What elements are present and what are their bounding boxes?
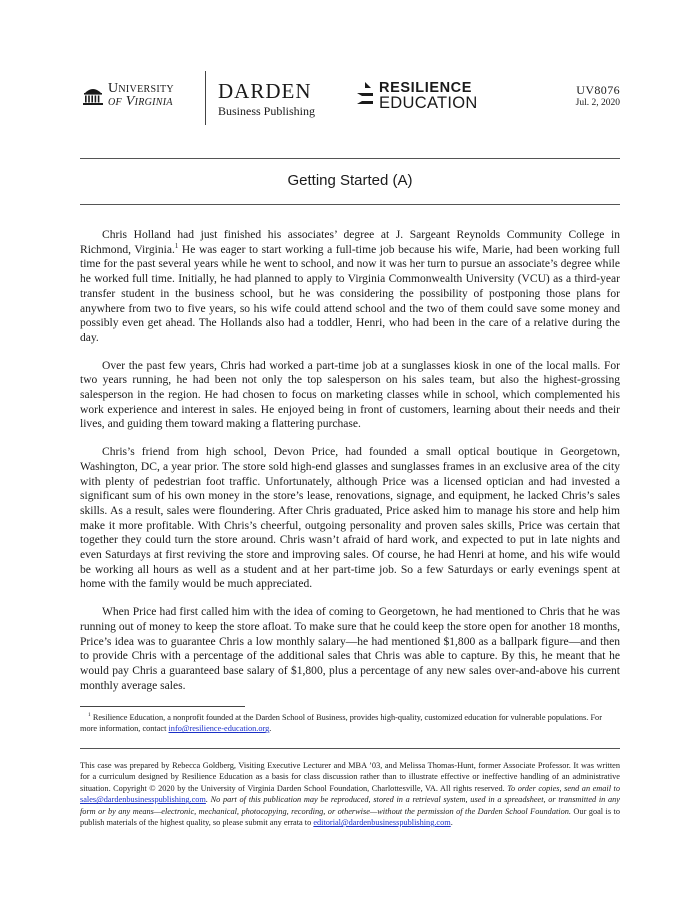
copyright-rule — [80, 748, 620, 749]
paragraph: Chris Holland had just finished his associates’ degree at J. Sargeant Reynolds Community College in Richmond, Virginia.$^1$ He was eager to start working a full-time job because his wife, Marie, had been working full time for the past several years while he went to school, and now it was her turn to pursue an associate’s degree while he worked full time. Initially, he had planned to apply to Virginia Commonwealth University (VCU) as a third-year transfer student in the business school, but he was considering the possibility of postponing those plans for anywhere from two to five years, so his wife could attend school and the two of them could save some money and possibly even get ahead. The Hollands also had a toddler, Henri, who had been in the care of a relative during the day. — [80, 229, 620, 344]
darden-title: DARDEN — [218, 79, 312, 103]
footnote-marker: 1 — [88, 712, 91, 719]
darden-subtitle: Business Publishing — [218, 104, 316, 118]
case-date: Jul. 2, 2020 — [575, 98, 620, 108]
paragraph: When Price had first called him with the idea of coming to Georgetown, he had mentioned to Chris that he was running out of money to keep the store afloat. To make sure that he could keep the store open for another 18 months, Price’s idea was to guarantee Chris a low monthly salary—he had mentioned $1,800 as a ballpark figure—and then to provide Chris with a percentage of the additional sales that Chris was able to capture. By this, he meant that he would pay Chris a guaranteed base salary of $1,800, plus a percentage of any new sales over-and-above his current monthly average sales. — [80, 606, 620, 692]
footnote: $^1$ Resilience Education, a nonprofit founded at the Darden School of Business, provides high-quality, customized education for vulnerable populations. For more information, contact info@resilience-education.org. — [80, 712, 602, 734]
paragraph: Chris’s friend from high school, Devon Price, had founded a small optical boutique in Georgetown, Washington, DC, a year prior. The store sold high-end glasses and sunglasses frames in an exclusive area of the city with plenty of pedestrian foot traffic. Unfortunately, although Price was a licensed optician and had invested a significant sum of his own money in the store’s lease, renovations, signage, and equipment, he lacked Chris’s sales skills. As a result, sales were floundering. After Chris graduated, Price asked him to manage his store and help him make it more profitable. With Chris’s cheerful, outgoing personality and proven sales skills, Price was certain that together they could turn the store around. Chris wasn’t afraid of hard work, and expected to put in late nights and even Saturdays at first reviving the store and improving sales. Of course, he had Henri at home, and his wife would be working all hours as well as a student and at her part-time job. So a few Saturdays or early evenings spent at home with the family would be much appreciated. — [80, 446, 620, 591]
case-identifier — [576, 83, 620, 109]
university-name-line2: of Virginia — [108, 94, 173, 109]
errata-email-link[interactable]: editorial@dardenbusinesspublishing.com — [313, 818, 451, 828]
university-name-line1: University — [108, 81, 174, 96]
resilience-email-link[interactable]: info@resilience-education.org — [168, 724, 270, 734]
footnote-separator — [80, 706, 245, 707]
resilience-mark-icon — [355, 80, 375, 112]
footnote-reference[interactable]: 1 — [174, 241, 179, 250]
resilience-name: RESILIENCE — [379, 80, 473, 96]
title-rule — [80, 204, 620, 205]
case-number: UV8076 — [576, 83, 620, 97]
header-rule — [80, 158, 620, 159]
rotunda-icon — [82, 85, 104, 105]
sales-email-link[interactable]: sales@dardenbusinesspublishing.com — [80, 795, 206, 805]
case-body — [80, 228, 620, 706]
header-divider — [205, 71, 206, 125]
paragraph: Over the past few years, Chris had worked a part-time job at a sunglasses kiosk in one of the local malls. For two years running, he had been not only the top salesperson on his sales team, but also the highest-grossing salesperson in the region. He had chosen to focus on marketing classes while in school, which complemented his work experience and interest in sales. He enjoyed being in front of customers, learning about their needs and their lives, and guiding them toward making a flattering purchase. — [80, 359, 620, 431]
document-title: Getting Started (A) — [287, 172, 413, 189]
darden-logo — [218, 80, 315, 118]
education-name: EDUCATION — [379, 94, 478, 112]
copyright-notice: This case was prepared by Rebecca Goldberg, Visiting Executive Lecturer and MBA ’03, and Melissa Thomas-Hunt, former Associate Professor. It was written for a curriculum designed by Resilience Education as a basis for class discussion rather than to illustrate effective or ineffective handling of an administrative situation. Copyright © 2020 by the University of Virginia Darden School Foundation, Charlottesville, VA. All rights reserved. To order copies, send an email to sales@dardenbusinesspublishing.com. No part of this publication may be reproduced, stored in a retrieval system, used in a spreadsheet, or transmitted in any form or by any means—electronic, mechanical, photocopying, recording, or otherwise—without the permission of the Darden School Foundation. Our goal is to publish materials of the highest quality, so please submit any errata to editorial@dardenbusinesspublishing.com. — [80, 761, 620, 828]
uva-logo — [82, 82, 174, 108]
resilience-logo — [355, 80, 478, 112]
